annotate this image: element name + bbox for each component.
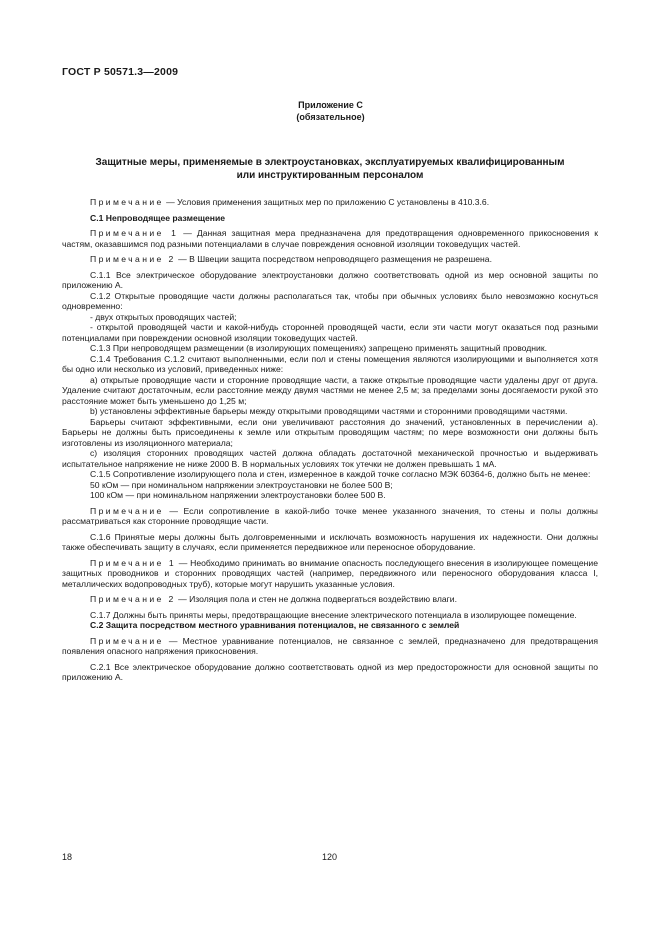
- appendix-status: (обязательное): [296, 112, 365, 122]
- note-paragraph: Примечание 2 — Изоляция пола и стен не должна подвергаться воздействию влаги.: [90, 594, 457, 604]
- note-paragraph: Примечание — Местное уравнивание потенциалов, не связанное с землей, предназначено для предотвращения появления опасного напряжения прикосновения.: [62, 635, 598, 656]
- text-paragraph: Барьеры считают эффективными, если они увеличивают расстояния до значений, установленных в перечислении а). Барьеры не должны быть присоединены к земле или открытым проводящим частям; по мере возможности они должны быть изготовлены из изоляционного материала;: [62, 416, 598, 448]
- clause-c1-2: С.1.2 Открытые проводящие части должны располагаться так, чтобы при обычных условиях было невозможно коснуться одновременно:: [62, 290, 598, 311]
- appendix-title: Приложение С: [298, 100, 363, 110]
- page-number-left: 18: [62, 852, 73, 862]
- heading-c1: С.1 Непроводящее размещение: [90, 212, 226, 223]
- section-title-line2: или инструктированным персоналом: [236, 169, 424, 181]
- note-paragraph: Примечание 2 — В Швеции защита посредством непроводящего размещения не разрешена.: [90, 254, 492, 264]
- heading-c2: С.2 Защита посредством местного уравнивания потенциалов, не связанного с землей: [90, 620, 460, 630]
- list-item: 100 кОм — при номинальном напряжении электроустановки более 500 В.: [90, 490, 386, 500]
- clause-c2-1: С.2.1 Все электрическое оборудование должно соответствовать одной из мер предосторожности для основной защиты по приложению А.: [62, 661, 598, 682]
- clause-c1-7: С.1.7 Должны быть приняты меры, предотвращающие внесение электрического потенциала в изолирующее помещение.: [90, 609, 577, 620]
- note-paragraph: Примечание — Если сопротивление в какой-либо точке менее указанного значения, то стены и полы должны рассматриваться как сторонние проводящие части.: [62, 505, 598, 526]
- note-paragraph: Примечание 1 — Необходимо принимать во внимание опасность последующего внесения в изолирующее помещение защитных проводников и сторонних проводящих частей (например, передвижного или переносного оборудования класса I, металлических водопроводных труб), которые могут нарушить указанные условия.: [62, 557, 598, 589]
- clause-c1-6: С.1.6 Принятые меры должны быть долговременными и исключать возможность нарушения их надежности. Они должны также обеспечивать защиту в случаях, если применяется передвижное или переносное оборудование.: [62, 531, 598, 552]
- note-paragraph: Примечание 1 — Данная защитная мера предназначена для предотвращения одновременного прикосновения к частям, оказавшимся под разными потенциалами в случае повреждения основной изоляции токоведущих частей.: [62, 228, 598, 249]
- list-item: 50 кОм — при номинальном напряжении электроустановки не более 500 В;: [90, 479, 393, 490]
- page-number-center: 120: [322, 852, 338, 862]
- document-body: [62, 197, 598, 683]
- list-item: а) открытые проводящие части и сторонние проводящие части, а также открытые проводящие части удалены друг от друга. Удаление считают достаточным, если расстояние между двумя частями не менее 2,5 м; за пределами зоны досягаемости рукой это расстояние может быть уменьшено до 1,25 м;: [62, 374, 598, 406]
- standard-header: ГОСТ Р 50571.3—2009: [62, 66, 179, 78]
- note-paragraph: Примечание — Условия применения защитных мер по приложению С установлены в 410.3.6.: [90, 197, 490, 207]
- section-title-line1: Защитные меры, применяемые в электроустановках, эксплуатируемых квалифицированным: [95, 157, 565, 168]
- clause-c1-1: С.1.1 Все электрическое оборудование электроустановки должно соответствовать одной из мер основной защиты по приложению А.: [62, 269, 598, 290]
- list-item: - открытой проводящей части и какой-нибудь сторонней проводящей части, если эти части могут оказаться под разными потенциалами при повреждении основной изоляции токоведущих частей.: [62, 322, 598, 343]
- clause-c1-4: С.1.4 Требования С.1.2 считают выполненными, если пол и стены помещения являются изолирующими и выполняется хотя бы одно или несколько из условий, приведенных ниже:: [62, 353, 598, 374]
- list-item: b) установлены эффективные барьеры между открытыми проводящими частями и сторонними проводящими частями.: [90, 406, 568, 416]
- list-item: с) изоляция сторонних проводящих частей должна обладать достаточной механической прочностью и выдерживать испытательное напряжение не ниже 2000 В. В нормальных условиях ток утечки не должен превышать 1 мА.: [62, 448, 598, 469]
- list-item: - двух открытых проводящих частей;: [90, 311, 237, 322]
- clause-c1-3: С.1.3 При непроводящем размещении (в изолирующих помещениях) запрещено применять защитный проводник.: [90, 343, 547, 353]
- note-label: Примечание: [90, 197, 164, 207]
- clause-c1-5: С.1.5 Сопротивление изолирующего пола и стен, измеренное в каждой точке согласно МЭК 60364-6, должно быть не менее:: [90, 469, 591, 479]
- section-title: [62, 157, 598, 182]
